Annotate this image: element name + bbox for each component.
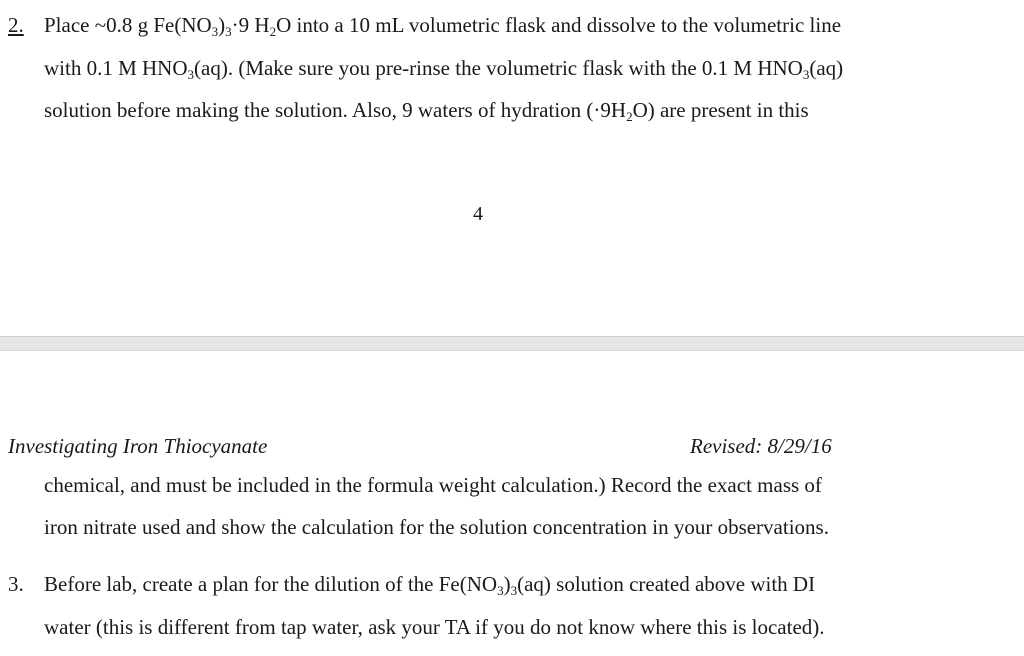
- document-page-bottom: [0, 351, 1024, 656]
- item3-line2: water (this is different from tap water, ask your TA if you do not know where this is located).: [44, 615, 825, 639]
- page-break: [0, 336, 1024, 351]
- item2-cont-line1: chemical, and must be included in the formula weight calculation.) Record the exact mass of: [44, 473, 822, 497]
- item2-line3: solution before making the solution. Also, 9 waters of hydration $(\cdot 9H_2O)$ are present in this: [44, 98, 809, 124]
- item2-line2: with 0.1 M $HNO_3(aq)$. (Make sure you pre-rinse the volumetric flask with the 0.1 M $HNO_3(aq)$: [44, 56, 844, 82]
- running-header-revised: Revised: 8/29/16: [690, 434, 832, 458]
- item2-line1: Place ~0.8 g $Fe(NO_3)_3\cdot 9$ $H_2O$ into a 10 mL volumetric flask and dissolve to the volumetric line: [44, 13, 842, 39]
- item2-cont-line2: iron nitrate used and show the calculation for the solution concentration in your observations.: [44, 515, 829, 539]
- running-header-title: Investigating Iron Thiocyanate: [8, 434, 268, 458]
- page-number: 4: [473, 203, 483, 225]
- item-number-3: 3.: [8, 572, 24, 596]
- item-number-2: 2.: [8, 13, 24, 37]
- item3-line1: Before lab, create a plan for the dilution of the $Fe(NO_3)_3(aq)$ solution created above with DI: [44, 572, 816, 598]
